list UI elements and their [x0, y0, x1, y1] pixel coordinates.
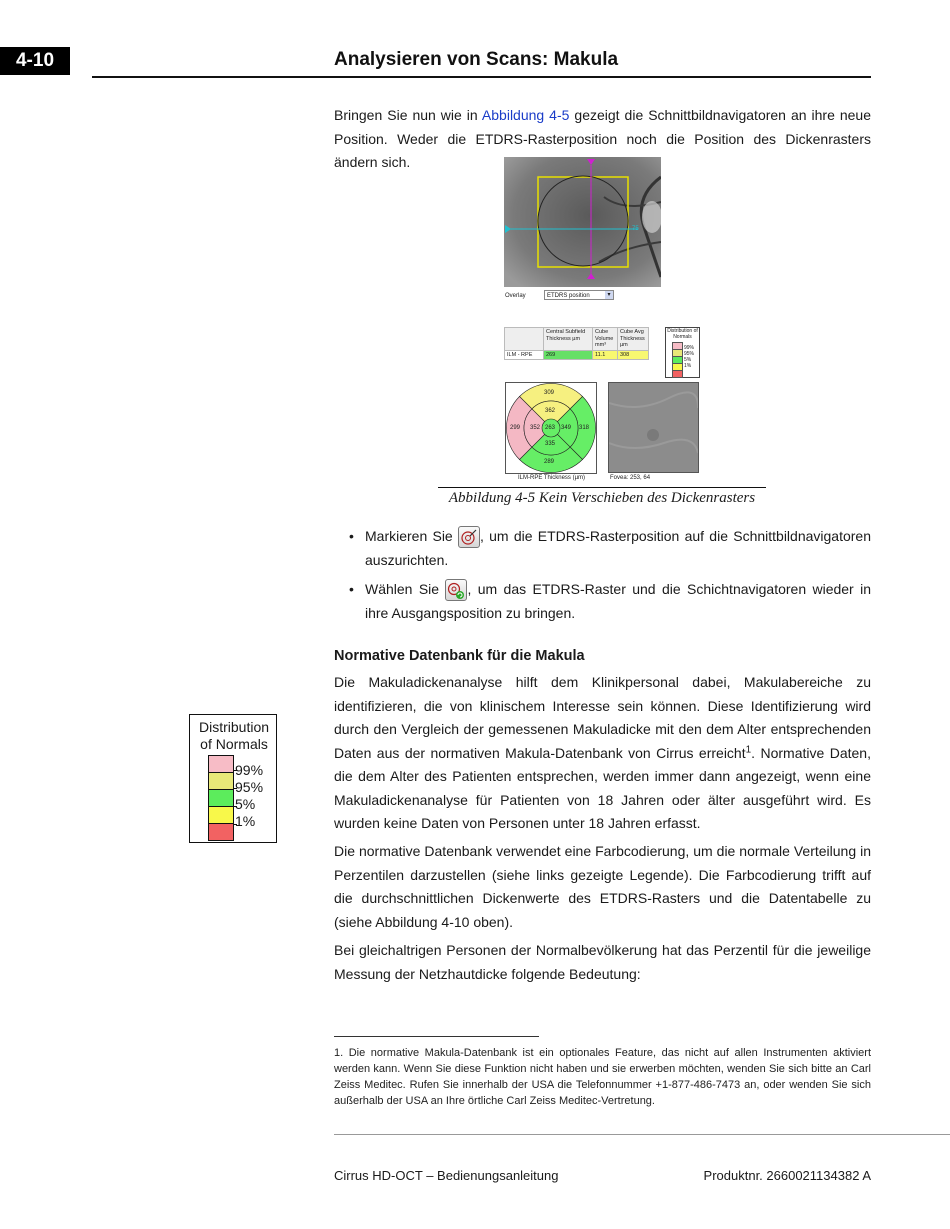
mini-legend-labels — [684, 345, 694, 369]
legend-title-line2: of Normals — [200, 736, 268, 752]
etdrs-inner-bottom: 335 — [545, 441, 556, 447]
footer-right: Produktnr. 2660021134382 A — [703, 1168, 871, 1183]
table-header-cell: Central Subfield Thickness µm — [544, 328, 593, 351]
chevron-down-icon[interactable]: ▾ — [605, 291, 613, 299]
bullet-item — [349, 524, 871, 572]
legend-swatch — [208, 790, 234, 807]
bullet-dot: • — [349, 581, 354, 597]
table-header-cell — [505, 328, 544, 351]
paragraph-1-text-end: . Normative Daten, die dem Alter des Patienten entsprechen, werden immer dann angezeigt, wenn eine Makuladickenanalyse für Patienten von 18 Jahren oder älter ausgeführt wird. Es wurden keine Daten von Personen unter 18 Jahren erfasst. — [334, 744, 871, 831]
distribution-legend — [189, 714, 277, 843]
bullet-text-end: , um das ETDRS-Raster und die Schichtnavigatoren wieder in ihre Ausgangsposition zu bringen. — [365, 581, 871, 622]
legend-tick — [233, 788, 237, 806]
legend-swatch — [208, 773, 234, 790]
etdrs-outer-right: 318 — [579, 425, 590, 431]
mini-legend-label: 95% — [684, 351, 695, 357]
bullet-text-end: , um die ETDRS-Rasterposition auf die Schnittbildnavigatoren auszurichten. — [365, 528, 871, 569]
table-row-label: ILM - RPE — [505, 350, 544, 360]
table-row — [505, 350, 649, 360]
table-header-row — [505, 328, 649, 351]
reset-target-icon-graphic — [446, 580, 466, 600]
footnote-ref[interactable]: 1 — [745, 743, 752, 755]
fundus-thumbnail-graphic — [609, 383, 698, 472]
table-cell: 269 — [544, 350, 593, 360]
legend-swatch — [208, 755, 234, 773]
fundus-marker: 75 — [632, 226, 639, 232]
intro-text-end: gezeigt die Schnittbildnavigatoren an ihre neue Position. Weder die ETDRS-Rasterposition noch die Position des Dickenrasters ändern sich. — [334, 107, 871, 170]
paragraph-1-text-start: Die Makuladickenanalyse hilft dem Klinikpersonal dabei, Makulabereiche zu identifizieren, die von klinischem Interesse sein können. Diese Identifizierung wird durch den Vergleich der gemessenen Makuladicke mit den dem Alter entsprechenden Daten aus der normativen Makula-Datenbank von Cirrus erreicht — [334, 674, 871, 761]
fundus-graphic — [504, 157, 661, 287]
mini-legend — [665, 327, 700, 378]
etdrs-center: 263 — [545, 425, 556, 431]
legend-swatch — [208, 807, 234, 824]
target-icon[interactable] — [458, 526, 480, 548]
swatch-red — [672, 371, 683, 378]
paragraph-3: Bei gleichaltrigen Personen der Normalbevölkerung hat das Perzentil für die jeweilige Messung der Netzhautdicke folgende Bedeutung: — [334, 942, 871, 982]
bullet-text — [365, 524, 871, 572]
paragraph-2: Die normative Datenbank verwendet eine Farbcodierung, um die normale Verteilung in Perzentilen darzustellen (siehe links gezeigte Legende). Die Farbcodierung trifft auf die durchschnittlichen Dickenwerte des ETDRS-Rasters und die Datentabelle zu (siehe Abbildung 4-10 oben). — [334, 843, 871, 930]
etdrs-inner-right: 349 — [561, 425, 572, 431]
figure-caption: Abbildung 4-5 Kein Verschieben des Dickenrasters — [438, 487, 766, 508]
table-header-cell: Cube Avg Thickness µm — [618, 328, 649, 351]
bullet-text — [365, 577, 871, 625]
legend-labels — [235, 762, 263, 830]
figure-link[interactable]: Abbildung 4-5 — [481, 107, 570, 123]
etdrs-inner-left: 352 — [530, 425, 541, 431]
fundus-image — [504, 157, 661, 287]
etdrs-outer-left: 299 — [510, 425, 521, 431]
fovea-label: Fovea: 253, 64 — [610, 475, 651, 481]
overlay-select[interactable]: ETDRS position — [544, 290, 614, 300]
mini-legend-swatches — [672, 342, 683, 378]
footer-left: Cirrus HD-OCT – Bedienungsanleitung — [334, 1168, 559, 1183]
bullet-text-start: Wählen Sie — [365, 581, 446, 597]
mini-legend-label: 99% — [684, 345, 695, 351]
legend-tick — [233, 770, 237, 788]
table-header-cell: Cube Volume mm³ — [593, 328, 618, 351]
legend-label: 5% — [235, 796, 256, 812]
legend-title-line1: Distribution — [198, 719, 270, 735]
overlay-label: Overlay — [505, 293, 526, 299]
mini-legend-label: 5% — [684, 357, 692, 363]
swatch-green — [672, 357, 683, 364]
header-rule — [92, 76, 871, 78]
fundus-thumbnail — [608, 382, 699, 473]
legend-label: 99% — [235, 762, 264, 778]
etdrs-outer-top: 309 — [544, 390, 555, 396]
legend-tick — [233, 806, 237, 824]
mini-legend-label: 1% — [684, 363, 692, 369]
swatch-pink — [672, 342, 683, 350]
paragraph-1 — [334, 671, 871, 836]
footer-rule — [334, 1134, 950, 1135]
bullet-dot: • — [349, 528, 354, 544]
footnote: 1. Die normative Makula-Datenbank ist ein optionales Feature, das nicht auf allen Instrumenten aktiviert werden kann. Wenn Sie diese Funktion nicht haben und sie erwerben möchten, wenden Sie sich bitte an Carl Zeiss Meditec. Rufen Sie innerhalb der USA die Telefonnummer +1-877-486-7473 an, oder wenden Sie sich außerhalb der USA an Ihre örtliche Carl Zeiss Meditec-Vertretung. — [334, 1047, 871, 1107]
legend-ticks — [233, 770, 237, 842]
bullet-text-start: Markieren Sie — [365, 528, 458, 544]
swatch-light-yellow — [672, 350, 683, 357]
etdrs-inner-top: 362 — [545, 408, 556, 414]
swatch-yellow — [672, 364, 683, 371]
etdrs-outer-bottom: 289 — [544, 459, 555, 465]
legend-swatches — [208, 755, 234, 841]
section-heading: Normative Datenbank für die Makula — [334, 648, 585, 664]
etdrs-caption: ILM-RPE Thickness (µm) — [518, 475, 586, 481]
table-cell: 308 — [618, 350, 649, 360]
mini-legend-title: Distribution of Normals — [667, 328, 698, 340]
legend-swatch — [208, 824, 234, 841]
legend-label: 95% — [235, 779, 264, 795]
thickness-table — [504, 327, 649, 360]
legend-tick — [233, 824, 237, 842]
reset-target-icon[interactable] — [445, 579, 467, 601]
legend-label: 1% — [235, 813, 256, 829]
table-cell: 11.1 — [593, 350, 618, 360]
page-title: Analysieren von Scans: Makula — [334, 49, 619, 70]
target-icon-graphic — [459, 527, 479, 547]
bullet-item — [349, 577, 871, 625]
intro-text-start: Bringen Sie nun wie in — [334, 107, 482, 123]
etdrs-grid — [505, 382, 597, 474]
page-number: 4-10 — [0, 47, 70, 75]
footnote-rule — [334, 1036, 539, 1037]
